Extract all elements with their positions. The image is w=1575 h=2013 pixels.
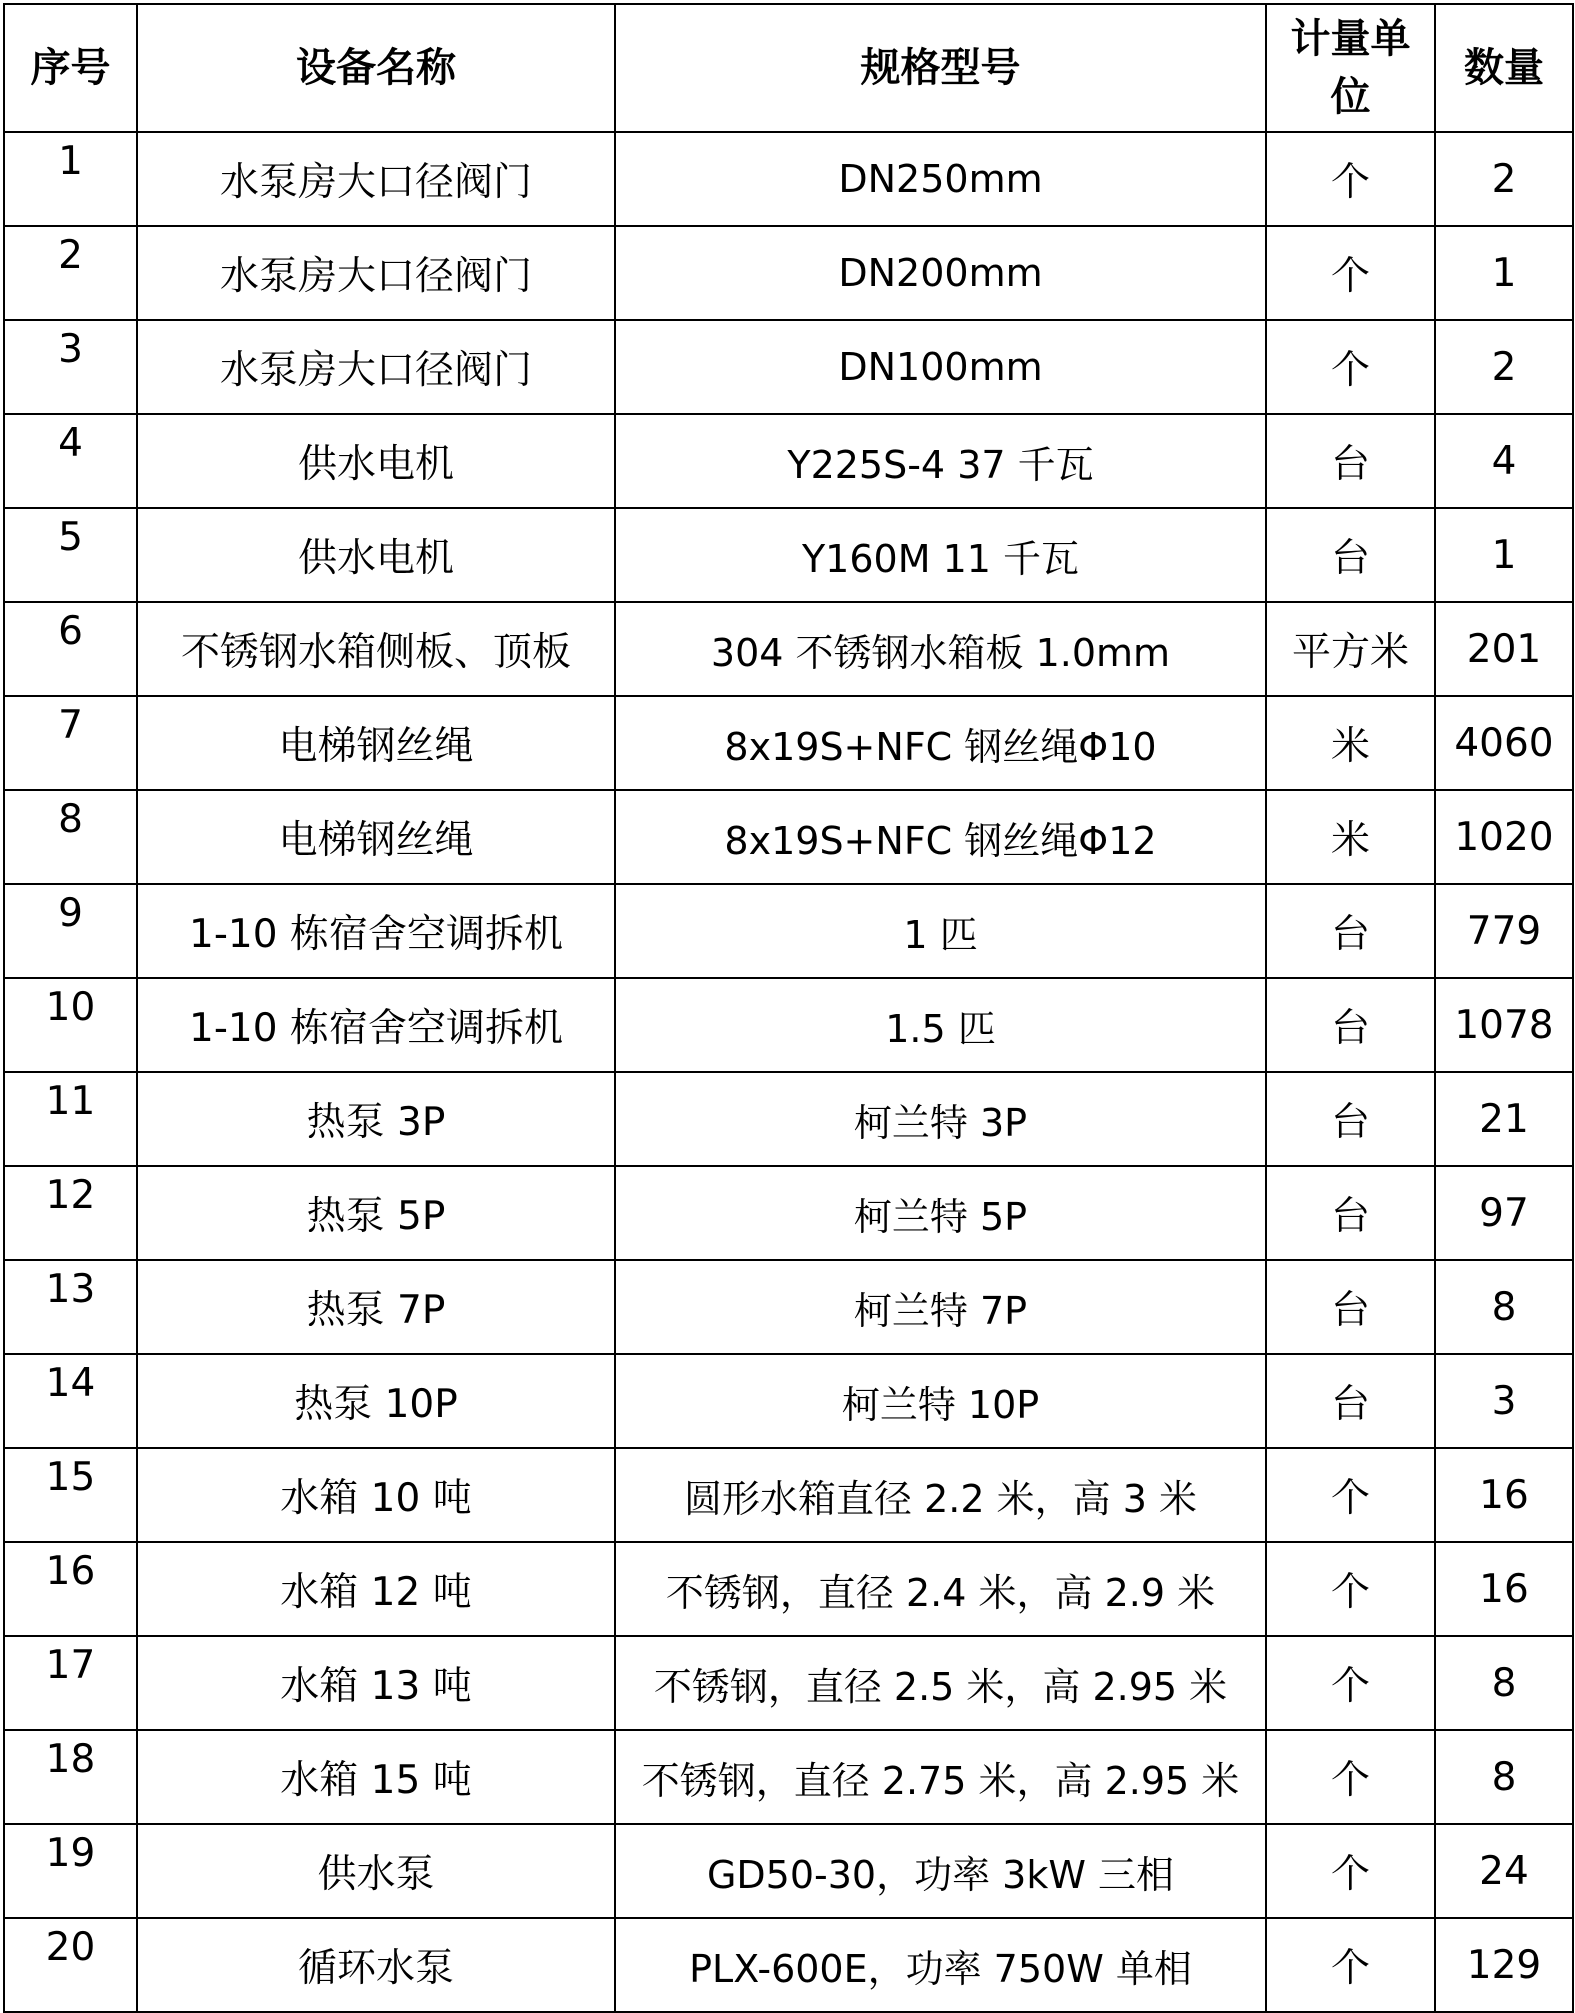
- cell-index: 18: [4, 1730, 137, 1824]
- cell-index: 5: [4, 508, 137, 602]
- cell-unit: 台: [1266, 1166, 1435, 1260]
- cell-unit: 台: [1266, 884, 1435, 978]
- cell-index: 8: [4, 790, 137, 884]
- cell-equipment-name: 1-10 栋宿舍空调拆机: [137, 884, 615, 978]
- table-row: [4, 696, 1573, 790]
- cell-specification: 不锈钢，直径 2.75 米，高 2.95 米: [615, 1730, 1266, 1824]
- cell-equipment-name: 水箱 13 吨: [137, 1636, 615, 1730]
- table-row: [4, 1166, 1573, 1260]
- table-row: [4, 1260, 1573, 1354]
- cell-index: 4: [4, 414, 137, 508]
- cell-quantity: 4: [1435, 414, 1573, 508]
- cell-quantity: 8: [1435, 1636, 1573, 1730]
- cell-index: 16: [4, 1542, 137, 1636]
- cell-index: 10: [4, 978, 137, 1072]
- cell-unit: 个: [1266, 1448, 1435, 1542]
- table-row: [4, 884, 1573, 978]
- cell-equipment-name: 不锈钢水箱侧板、顶板: [137, 602, 615, 696]
- cell-unit: 台: [1266, 1354, 1435, 1448]
- cell-quantity: 97: [1435, 1166, 1573, 1260]
- cell-index: 20: [4, 1918, 137, 2012]
- cell-unit: 台: [1266, 414, 1435, 508]
- cell-unit: 个: [1266, 1918, 1435, 2012]
- cell-equipment-name: 供水泵: [137, 1824, 615, 1918]
- header-quantity: 数量: [1435, 4, 1573, 132]
- cell-unit: 个: [1266, 1542, 1435, 1636]
- cell-specification: DN200mm: [615, 226, 1266, 320]
- table-row: [4, 1636, 1573, 1730]
- cell-quantity: 4060: [1435, 696, 1573, 790]
- cell-quantity: 16: [1435, 1448, 1573, 1542]
- cell-equipment-name: 水泵房大口径阀门: [137, 320, 615, 414]
- header-specification: 规格型号: [615, 4, 1266, 132]
- cell-specification: Y225S-4 37 千瓦: [615, 414, 1266, 508]
- cell-equipment-name: 水泵房大口径阀门: [137, 226, 615, 320]
- cell-equipment-name: 热泵 5P: [137, 1166, 615, 1260]
- cell-unit: 个: [1266, 132, 1435, 226]
- header-index: 序号: [4, 4, 137, 132]
- cell-quantity: 8: [1435, 1730, 1573, 1824]
- cell-quantity: 1020: [1435, 790, 1573, 884]
- cell-quantity: 201: [1435, 602, 1573, 696]
- table-row: [4, 320, 1573, 414]
- cell-specification: 1 匹: [615, 884, 1266, 978]
- cell-quantity: 779: [1435, 884, 1573, 978]
- cell-index: 13: [4, 1260, 137, 1354]
- cell-equipment-name: 热泵 3P: [137, 1072, 615, 1166]
- cell-quantity: 129: [1435, 1918, 1573, 2012]
- cell-specification: 8x19S+NFC 钢丝绳Φ12: [615, 790, 1266, 884]
- table-row: [4, 978, 1573, 1072]
- cell-index: 15: [4, 1448, 137, 1542]
- cell-unit: 米: [1266, 790, 1435, 884]
- cell-index: 12: [4, 1166, 137, 1260]
- cell-specification: 柯兰特 10P: [615, 1354, 1266, 1448]
- cell-index: 6: [4, 602, 137, 696]
- cell-quantity: 1: [1435, 508, 1573, 602]
- cell-equipment-name: 水箱 12 吨: [137, 1542, 615, 1636]
- cell-specification: GD50-30，功率 3kW 三相: [615, 1824, 1266, 1918]
- cell-quantity: 3: [1435, 1354, 1573, 1448]
- cell-specification: PLX-600E，功率 750W 单相: [615, 1918, 1266, 2012]
- cell-specification: 8x19S+NFC 钢丝绳Φ10: [615, 696, 1266, 790]
- cell-quantity: 1078: [1435, 978, 1573, 1072]
- cell-unit: 台: [1266, 1072, 1435, 1166]
- cell-unit: 个: [1266, 320, 1435, 414]
- table-row: [4, 132, 1573, 226]
- table-row: [4, 226, 1573, 320]
- cell-equipment-name: 水泵房大口径阀门: [137, 132, 615, 226]
- cell-specification: 柯兰特 3P: [615, 1072, 1266, 1166]
- cell-index: 11: [4, 1072, 137, 1166]
- cell-equipment-name: 供水电机: [137, 508, 615, 602]
- table-row: [4, 1542, 1573, 1636]
- cell-unit: 个: [1266, 1824, 1435, 1918]
- table-row: [4, 1354, 1573, 1448]
- table-row: [4, 602, 1573, 696]
- table-row: [4, 790, 1573, 884]
- cell-index: 2: [4, 226, 137, 320]
- cell-specification: 柯兰特 7P: [615, 1260, 1266, 1354]
- cell-equipment-name: 热泵 10P: [137, 1354, 615, 1448]
- header-unit: 计量单位: [1266, 4, 1435, 132]
- cell-quantity: 1: [1435, 226, 1573, 320]
- cell-unit: 台: [1266, 1260, 1435, 1354]
- cell-specification: 不锈钢，直径 2.4 米，高 2.9 米: [615, 1542, 1266, 1636]
- cell-specification: 柯兰特 5P: [615, 1166, 1266, 1260]
- cell-equipment-name: 电梯钢丝绳: [137, 790, 615, 884]
- table-row: [4, 1072, 1573, 1166]
- cell-index: 9: [4, 884, 137, 978]
- cell-specification: 不锈钢，直径 2.5 米，高 2.95 米: [615, 1636, 1266, 1730]
- cell-equipment-name: 1-10 栋宿舍空调拆机: [137, 978, 615, 1072]
- table-body: [4, 132, 1573, 2012]
- cell-unit: 平方米: [1266, 602, 1435, 696]
- cell-index: 14: [4, 1354, 137, 1448]
- table-row: [4, 1448, 1573, 1542]
- table-row: [4, 1730, 1573, 1824]
- cell-unit: 个: [1266, 1730, 1435, 1824]
- cell-quantity: 21: [1435, 1072, 1573, 1166]
- cell-index: 19: [4, 1824, 137, 1918]
- cell-quantity: 24: [1435, 1824, 1573, 1918]
- cell-index: 7: [4, 696, 137, 790]
- cell-unit: 个: [1266, 1636, 1435, 1730]
- cell-unit: 米: [1266, 696, 1435, 790]
- cell-equipment-name: 循环水泵: [137, 1918, 615, 2012]
- cell-equipment-name: 供水电机: [137, 414, 615, 508]
- cell-quantity: 2: [1435, 132, 1573, 226]
- table-row: [4, 1824, 1573, 1918]
- cell-unit: 台: [1266, 508, 1435, 602]
- equipment-table: [3, 3, 1574, 2013]
- cell-unit: 台: [1266, 978, 1435, 1072]
- cell-index: 17: [4, 1636, 137, 1730]
- cell-equipment-name: 水箱 10 吨: [137, 1448, 615, 1542]
- table-row: [4, 508, 1573, 602]
- cell-specification: 圆形水箱直径 2.2 米，高 3 米: [615, 1448, 1266, 1542]
- cell-equipment-name: 热泵 7P: [137, 1260, 615, 1354]
- cell-index: 3: [4, 320, 137, 414]
- cell-specification: DN100mm: [615, 320, 1266, 414]
- cell-quantity: 8: [1435, 1260, 1573, 1354]
- cell-quantity: 16: [1435, 1542, 1573, 1636]
- table-header-row: [4, 4, 1573, 132]
- cell-specification: DN250mm: [615, 132, 1266, 226]
- cell-index: 1: [4, 132, 137, 226]
- table-row: [4, 414, 1573, 508]
- cell-quantity: 2: [1435, 320, 1573, 414]
- cell-equipment-name: 电梯钢丝绳: [137, 696, 615, 790]
- cell-specification: 1.5 匹: [615, 978, 1266, 1072]
- cell-specification: 304 不锈钢水箱板 1.0mm: [615, 602, 1266, 696]
- cell-specification: Y160M 11 千瓦: [615, 508, 1266, 602]
- table-row: [4, 1918, 1573, 2012]
- header-equipment-name: 设备名称: [137, 4, 615, 132]
- cell-equipment-name: 水箱 15 吨: [137, 1730, 615, 1824]
- cell-unit: 个: [1266, 226, 1435, 320]
